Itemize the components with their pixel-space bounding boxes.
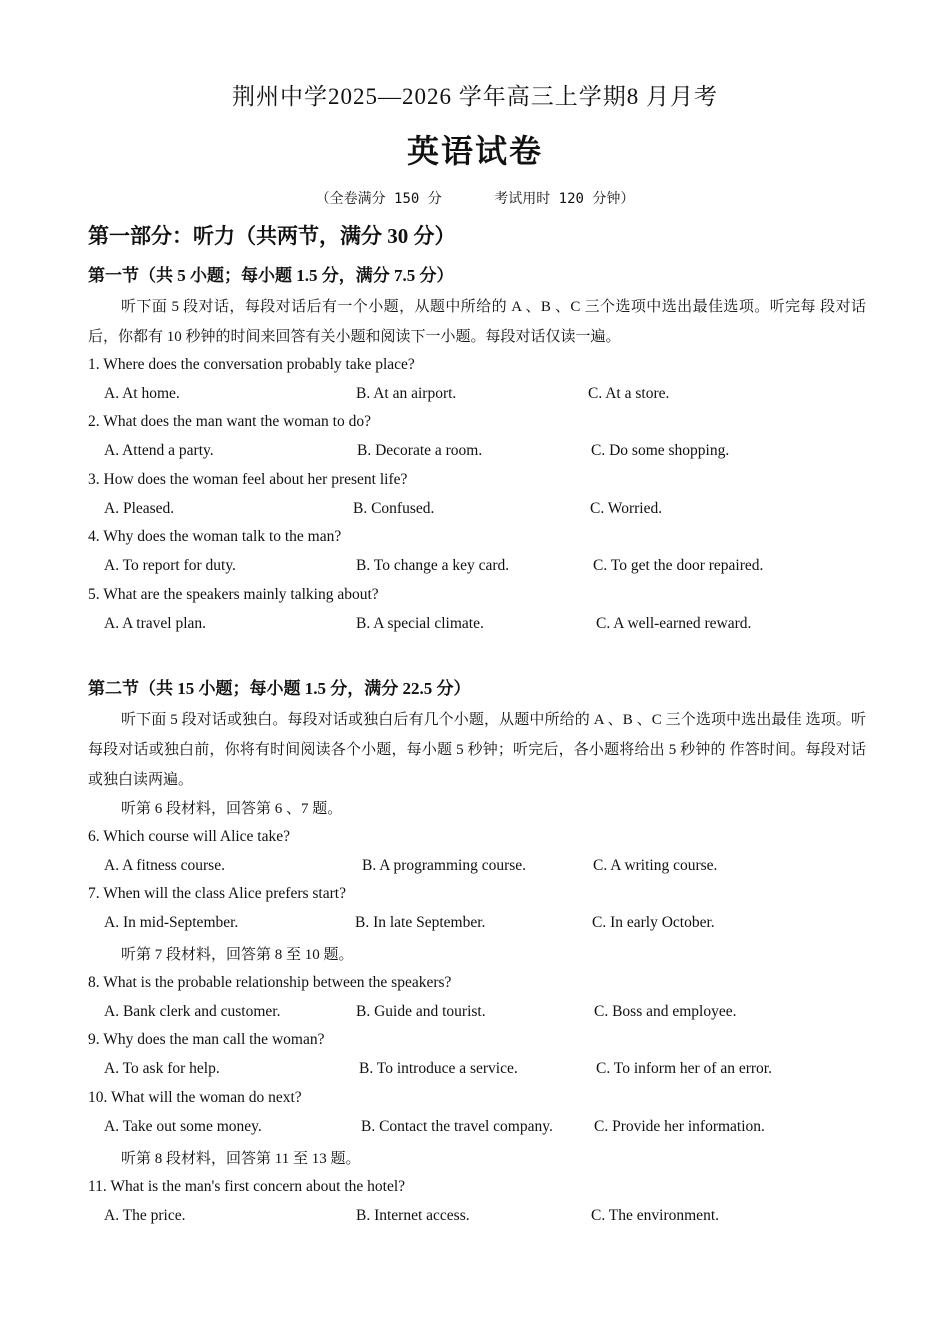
option-4b: B. To change a key card. xyxy=(356,557,510,574)
option-10a: A. Take out some money. xyxy=(104,1118,262,1135)
question-2: 2. What does the man want the woman to do? xyxy=(88,413,371,430)
option-5a: A. A travel plan. xyxy=(104,615,207,632)
exam-title: 荆州中学2025—2026 学年高三上学期8 月月考 xyxy=(232,84,718,109)
question-1: 1. Where does the conversation probably take place? xyxy=(88,356,415,373)
option-9c: C. To inform her of an error. xyxy=(596,1060,772,1077)
option-5b: B. A special climate. xyxy=(356,615,484,632)
score-note: （全卷满分 150 分 xyxy=(315,191,442,207)
option-10b: B. Contact the travel company. xyxy=(361,1118,553,1135)
question-9: 9. Why does the man call the woman? xyxy=(88,1031,325,1048)
question-6: 6. Which course will Alice take? xyxy=(88,828,291,845)
option-6c: C. A writing course. xyxy=(593,857,718,874)
option-1c: C. At a store. xyxy=(588,385,670,402)
option-11c: C. The environment. xyxy=(591,1207,719,1224)
option-5c: C. A well-earned reward. xyxy=(596,615,752,632)
question-7: 7. When will the class Alice prefers start? xyxy=(88,885,346,902)
option-1b: B. At an airport. xyxy=(356,385,457,402)
option-2a: A. Attend a party. xyxy=(104,442,214,459)
option-4a: A. To report for duty. xyxy=(104,557,236,574)
option-7c: C. In early October. xyxy=(592,914,715,931)
option-9b: B. To introduce a service. xyxy=(359,1060,518,1077)
part1-title: 第一部分：听力（共两节，满分 30 分） xyxy=(88,224,456,248)
option-9a: A. To ask for help. xyxy=(104,1060,220,1077)
option-2b: B. Decorate a room. xyxy=(357,442,483,459)
question-8: 8. What is the probable relationship between the speakers? xyxy=(88,974,452,991)
option-3c: C. Worried. xyxy=(590,500,663,517)
option-7b: B. In late September. xyxy=(355,914,486,931)
note-segment-6: 听第 6 段材料，回答第 6 、7 题。 xyxy=(121,801,343,817)
note-segment-7: 听第 7 段材料，回答第 8 至 10 题。 xyxy=(121,947,354,963)
option-11b: B. Internet access. xyxy=(356,1207,470,1224)
question-10: 10. What will the woman do next? xyxy=(88,1089,302,1106)
question-4: 4. Why does the woman talk to the man? xyxy=(88,528,342,545)
section2-title: 第二节（共 15 小题；每小题 1.5 分，满分 22.5 分） xyxy=(88,679,471,698)
option-7a: A. In mid-September. xyxy=(104,914,239,931)
note-segment-8: 听第 8 段材料，回答第 11 至 13 题。 xyxy=(121,1151,361,1167)
option-2c: C. Do some shopping. xyxy=(591,442,730,459)
section1-title: 第一节（共 5 小题；每小题 1.5 分，满分 7.5 分） xyxy=(88,266,454,285)
option-8c: C. Boss and employee. xyxy=(594,1003,737,1020)
question-3: 3. How does the woman feel about her present life? xyxy=(88,471,408,488)
option-11a: A. The price. xyxy=(104,1207,186,1224)
question-5: 5. What are the speakers mainly talking about? xyxy=(88,586,379,603)
option-1a: A. At home. xyxy=(104,385,180,402)
option-4c: C. To get the door repaired. xyxy=(593,557,764,574)
option-3b: B. Confused. xyxy=(353,500,435,517)
exam-subtitle: 英语试卷 xyxy=(406,133,543,169)
option-10c: C. Provide her information. xyxy=(594,1118,765,1135)
exam-meta xyxy=(0,188,950,208)
option-8a: A. Bank clerk and customer. xyxy=(104,1003,281,1020)
option-8b: B. Guide and tourist. xyxy=(356,1003,486,1020)
option-6b: B. A programming course. xyxy=(362,857,527,874)
question-11: 11. What is the man's first concern about the hotel? xyxy=(88,1178,406,1195)
section1-instructions: 听下面 5 段对话，每段对话后有一个小题，从题中所给的 A 、B 、C 三个选项中选出最佳选项。听完每 段对话后，你都有 10 秒钟的时间来回答有关小题和阅读下一小题。每段对话仅读一遍。 xyxy=(88,299,866,345)
section2-instructions: 听下面 5 段对话或独白。每段对话或独白后有几个小题，从题中所给的 A 、B 、C 三个选项中选出最佳 选项。听每段对话或独白前，你将有时间阅读各个小题，每小题 5 秒钟；听完后，各小题将给出 5 秒钟的 作答时间。每段对话或独白读两遍。 xyxy=(88,712,866,788)
option-3a: A. Pleased. xyxy=(104,500,175,517)
option-6a: A. A fitness course. xyxy=(104,857,225,874)
time-note: 考试用时 120 分钟） xyxy=(494,191,635,207)
